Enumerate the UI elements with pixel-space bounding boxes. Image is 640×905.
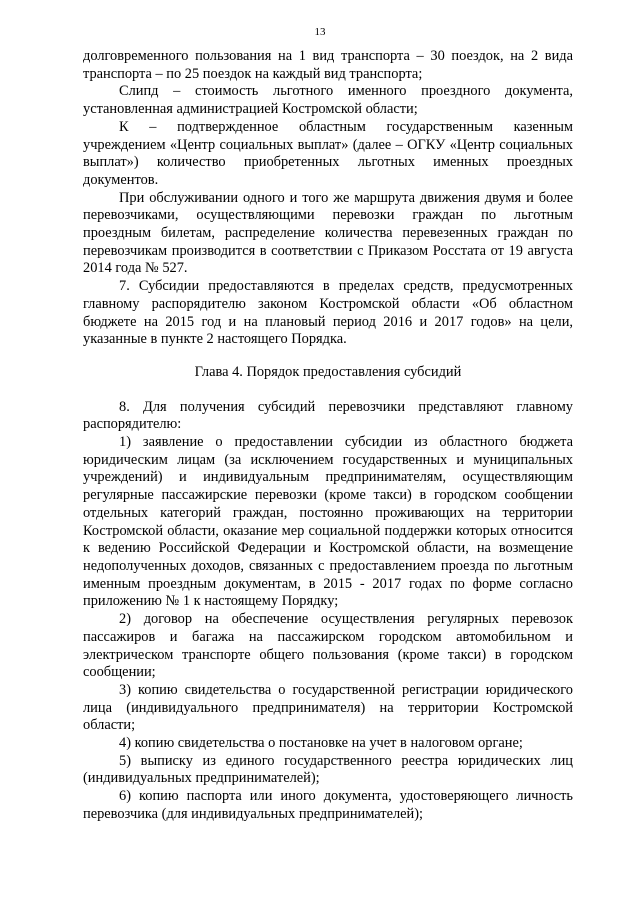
paragraph-k-definition: К – подтвержденное областным государственным казенным учреждением «Центр социальных выплат» (далее – ОГКУ «Центр социальных выплат») количество приобретенных льготных именных проездных документов.	[83, 118, 573, 188]
page-number: 13	[314, 26, 326, 38]
list-item-6: 6) копию паспорта или иного документа, удостоверяющего личность перевозчика (для индивидуальных предпринимателей);	[83, 788, 573, 822]
list-item-3: 3) копию свидетельства о государственной регистрации юридического лица (индивидуального предпринимателя) на территории Костромской области;	[83, 681, 573, 734]
list-item-4: 4) копию свидетельства о постановке на учет в налоговом органе;	[119, 735, 523, 752]
list-item-2: 2) договор на обеспечение осуществления регулярных перевозок пассажиров и багажа на пассажирском городском автомобильном и электрическом транспорте общего пользования (кроме такси) в городском сообщении;	[83, 611, 573, 681]
paragraph-continuation: долговременного пользования на 1 вид транспорта – 30 поездок, на 2 вида транспорта – по 25 поездок на каждый вид транспорта;	[83, 48, 573, 82]
list-item-1: 1) заявление о предоставлении субсидии из областного бюджета юридическим лицам (за исключением государственных и муниципальных учреждений) и индивидуальным предпринимателям, осуществляющим регулярные пассажирские перевозки (кроме такси) в городском сообщении отдельных категорий граждан, постоянно проживающих на территории Костромской области, оказание мер социальной поддержки которых относится к ведению Российской Федерации и Костромской области, на возмещение недополученных доходов, связанных с предоставлением проезда по льготным именным проездным документам, в 2015 - 2017 годах по форме согласно приложению № 1 к настоящему Порядку;	[83, 434, 573, 610]
list-item-5: 5) выписку из единого государственного реестра юридических лиц (индивидуальных предпринимателей);	[83, 752, 573, 787]
chapter-heading: Глава 4. Порядок предоставления субсидий	[194, 363, 462, 380]
paragraph-item-7: 7. Субсидии предоставляются в пределах средств, предусмотренных главному распорядителю законом Костромской области «Об областном бюджете на 2015 год и на плановый период 2016 и 2017 годов» на цели, указанные в пункте 2 настоящего Порядка.	[83, 278, 573, 348]
paragraph-multiple-carriers: При обслуживании одного и того же маршрута движения двумя и более перевозчиками, осуществляющими перевозки граждан по льготным проездным билетам, распределение количества перевезенных граждан по перевозчикам производится в соответствии с Приказом Росстата от 19 августа 2014 года № 527.	[83, 189, 573, 277]
document-body	[83, 48, 573, 824]
paragraph-slipd-definition: Слипд – стоимость льготного именного проездного документа, установленная администрацией Костромской области;	[83, 83, 573, 118]
paragraph-item-8: 8. Для получения субсидий перевозчики представляют главному распорядителю:	[83, 398, 573, 433]
